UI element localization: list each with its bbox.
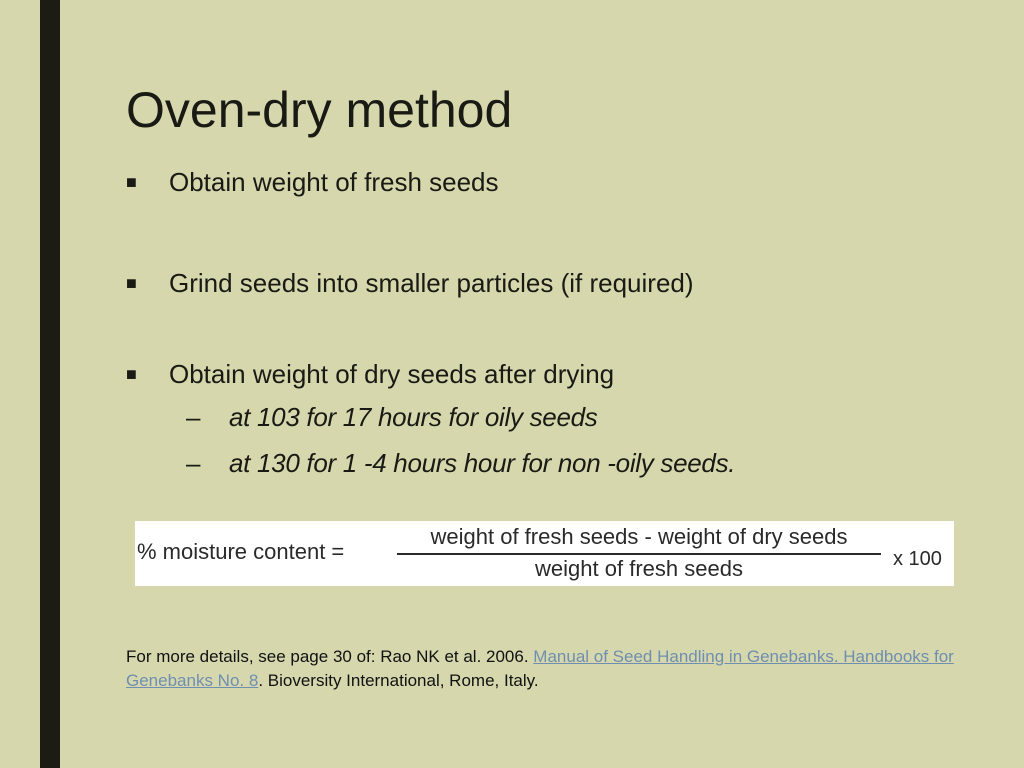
dash-bullet-icon: – [186,402,201,432]
formula-numerator: weight of fresh seeds - weight of dry seeds [430,524,848,549]
formula-multiplier: x 100 [893,548,942,570]
formula-lhs: % moisture content = [137,539,345,564]
reference-link[interactable]: Manual of Seed Handling in Genebanks. Handbooks for Genebanks No. 8 [126,647,954,690]
formula-denominator: weight of fresh seeds [535,556,743,581]
footnote-suffix: . Bioversity International, Rome, Italy. [258,671,539,690]
bullet-text: Obtain weight of dry seeds after drying [169,359,615,389]
fraction-line [397,553,881,555]
footnote-prefix: For more details, see page 30 of: Rao NK et al. 2006. [126,647,534,666]
side-accent-bar [40,0,60,768]
sub-bullet-text: at 103 for 17 hours for oily seeds [229,402,598,432]
moisture-formula-image [135,521,954,586]
square-bullet-icon: ■ [126,364,137,384]
slide-title: Oven-dry method [126,82,513,138]
square-bullet-icon: ■ [126,172,137,192]
footnote [126,645,986,693]
bullet-text: Obtain weight of fresh seeds [169,167,499,197]
dash-bullet-icon: – [186,448,201,478]
square-bullet-icon: ■ [126,273,137,293]
sub-bullet-text: at 130 for 1 -4 hours hour for non -oily seeds. [229,448,736,478]
bullet-text: Grind seeds into smaller particles (if required) [169,268,694,298]
